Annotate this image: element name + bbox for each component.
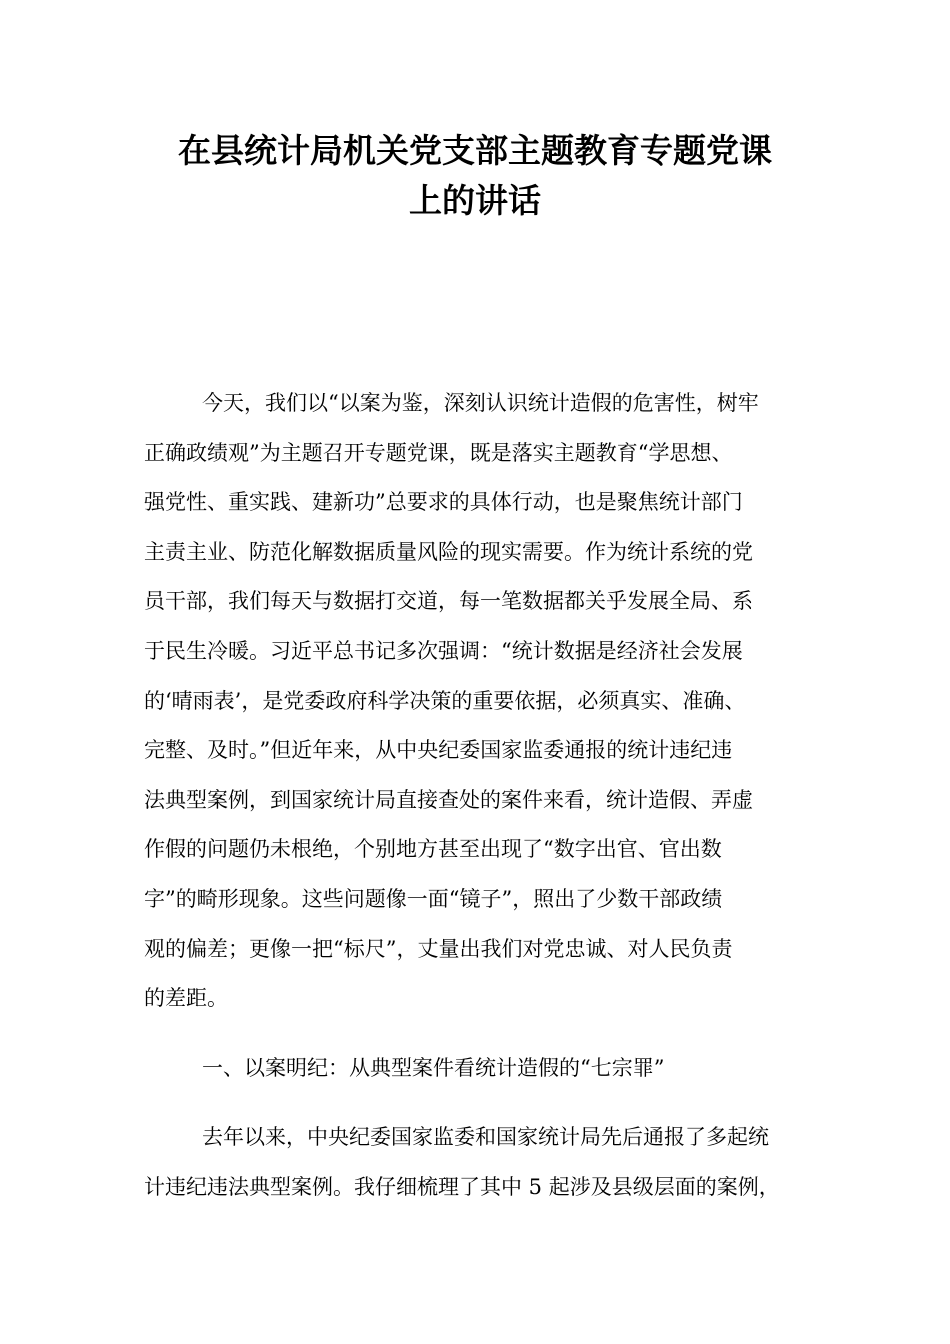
paragraph-spacer <box>144 1024 824 1044</box>
paragraph-line: 正确政绩观”为主题召开专题党课，既是落实主题教育“学思想、 <box>144 440 733 465</box>
paragraph-line: 的差距。 <box>144 986 228 1011</box>
paragraph-line: 去年以来，中央纪委国家监委和国家统计局先后通报了多起统 <box>202 1125 769 1150</box>
paragraph-line: 计违纪违法典型案例。我仔细梳理了其中 5 起涉及县级层面的案例， <box>144 1174 780 1199</box>
paragraph-2 <box>144 1113 824 1212</box>
paragraph-line: 主责主业、防范化解数据质量风险的现实需要。作为统计系统的党 <box>144 539 753 564</box>
document-title <box>0 126 950 226</box>
paragraph-line: 今天，我们以“以案为鉴，深刻认识统计造假的危害性，树牢 <box>202 391 759 415</box>
paragraph-line: 的‘晴雨表’，是党委政府科学决策的重要依据，必须真实、准确、 <box>144 688 746 713</box>
section-heading-1: 一、以案明纪：从典型案件看统计造假的“七宗罪” <box>202 1055 665 1080</box>
paragraph-1 <box>144 379 824 1024</box>
paragraph-line: 完整、及时。”但近年来，从中央纪委国家监委通报的统计违纪违 <box>144 738 733 763</box>
paragraph-line: 字”的畸形现象。这些问题像一面“镜子”，照出了少数干部政绩 <box>144 886 723 911</box>
title-line-2: 上的讲话 <box>409 181 541 220</box>
document-body <box>144 379 824 1213</box>
paragraph-line: 于民生冷暖。习近平总书记多次强调：“统计数据是经济社会发展 <box>144 638 743 663</box>
paragraph-line: 员干部，我们每天与数据打交道，每一笔数据都关乎发展全局、系 <box>144 589 753 614</box>
paragraph-line: 观的偏差；更像一把“标尺”，丈量出我们对党忠诚、对人民负责 <box>144 936 733 961</box>
paragraph-line: 法典型案例，到国家统计局直接查处的案件来看，统计造假、弄虚 <box>144 787 753 812</box>
paragraph-spacer <box>144 1093 824 1113</box>
paragraph-line: 强党性、重实践、建新功”总要求的具体行动，也是聚焦统计部门 <box>144 490 743 515</box>
paragraph-line: 作假的问题仍未根绝，个别地方甚至出现了“数字出官、官出数 <box>144 837 722 862</box>
title-line-1: 在县统计局机关党支部主题教育专题党课 <box>178 131 772 170</box>
